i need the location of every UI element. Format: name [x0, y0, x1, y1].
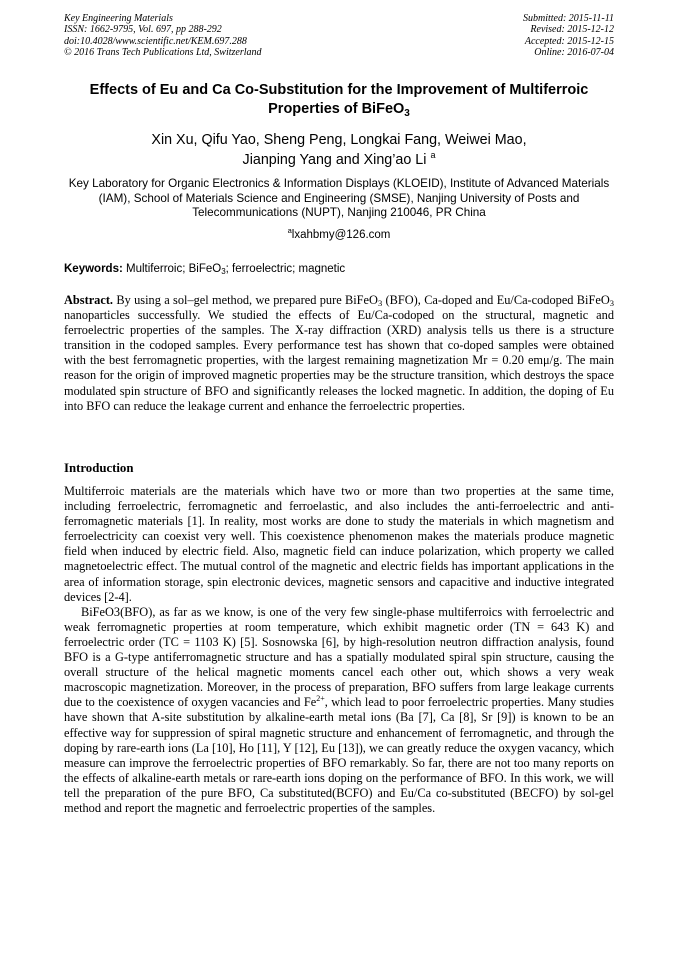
revised-date: Revised: 2015-12-12: [530, 24, 614, 36]
journal-info: [64, 13, 262, 59]
paper-title: [50, 81, 628, 119]
affiliation: Key Laboratory for Organic Electronics & Information Displays (KLOEID), Institute of Advanced Materials (IAM), School of Materials Science and Engineering (SMSE), Nanjing University of Posts and Telecommunications (NUPT), Nanjing 210046, PR China: [68, 177, 610, 220]
online-date: Online: 2016-07-04: [534, 47, 614, 59]
author-list: [50, 131, 628, 170]
abstract-text-3: nanoparticles successfully. We studied the effects of Eu/Ca-codoped on the structural, magnetic and ferroelectric properties of the samples. The X-ray diffraction (XRD) analysis tells us there is a structure transition in the codoped samples. Every performance test has shown that co-doped samples were obtained with the best ferromagnetic properties, with the largest remaining magnetization Mr = 0.20 emμ/g. The main reason for the origin of improved magnetic properties may be the structure transition, which destroys the space modulated spin structure of BFO and significantly releases the locked magnetic. In addition, the doping of Eu into BFO can reduce the leakage current and enhance the ferroelectric properties.: [64, 308, 614, 413]
title-line-1: Effects of Eu and Ca Co-Substitution for the Improvement of Multiferroic: [89, 82, 589, 98]
intro-paragraph-2-text-a: BiFeO3(BFO), as far as we know, is one of the very few single-phase multiferroics with ferroelectric and weak ferromagnetic properties at room temperature, which exhibit magnetic order (TN = 643 K) and ferroelectric order (TC = 1103 K) [5]. Sosnowska [6], by high-resolution neutron diffraction analysis, found BFO is a G-type antiferromagnetic structure and has a spatially modulated spiral spin structure, causing the overall structure of the helical magnetic moments cancel each other out, which shows a very weak macroscopic magnetization. Moreover, in the process of preparation, BFO suffers from large leakage currents due to the coexistence of oxygen vacancies and Fe: [64, 604, 614, 710]
title-subscript: 3: [404, 108, 410, 119]
email-marker: a: [287, 226, 292, 235]
accepted-date: Accepted: 2015-12-15: [524, 35, 614, 47]
author-email: [50, 228, 628, 242]
keywords: [64, 262, 614, 276]
issn-line: ISSN: 1662-9795, Vol. 697, pp 288-292: [64, 24, 222, 36]
abstract: [64, 293, 614, 414]
introduction-body: [64, 484, 614, 816]
intro-paragraph-2: [64, 605, 614, 816]
abstract-text-1: By using a sol–gel method, we prepared pure BiFeO: [113, 293, 378, 307]
dates-info: [523, 13, 614, 59]
title-line-2-text: Properties of BiFeO: [268, 101, 405, 117]
author-marker: a: [430, 149, 436, 160]
doi-line[interactable]: doi:10.4028/www.scientific.net/KEM.697.288: [64, 35, 247, 47]
keywords-text-1: Multiferroic; BiFeO: [122, 263, 222, 275]
keywords-text-2: ; ferroelectric; magnetic: [225, 263, 346, 275]
copyright-line: © 2016 Trans Tech Publications Ltd, Switzerland: [64, 47, 262, 59]
iron-ion-superscript: 2+: [316, 694, 325, 704]
authors-line-2-text: Jianping Yang and Xing’ao Li: [242, 151, 427, 168]
journal-name: Key Engineering Materials: [64, 13, 173, 24]
intro-paragraph-2-text-b: , which lead to poor ferroelectric properties. Many studies have shown that A-site substitution by alkaline-earth metal ions (Ba [7], Ca [8], Sr [9]) is known to be an effective way for suppression of spiral magnetic structure and enhancement of ferromagnetic, and through the doping by rare-earth ions (La [10], Ho [11], Y [12], Eu [13]), we can greatly reduce the oxygen vacancy, which measure can improve the ferroelectric properties of BFO remarkably. So far, there are not too many reports on the effects of alkaline-earth metals or rare-earth ions doping on the performance of BFO. In this work, we will tell the preparation of the pure BFO, Ca substituted(BCFO) and Eu/Ca co-substituted (BECFO) by sol-gel method and report the magnetic and ferroelectric properties of the samples.: [64, 695, 614, 815]
keywords-label: Keywords:: [64, 263, 123, 275]
authors-line-1: Xin Xu, Qifu Yao, Sheng Peng, Longkai Fang, Weiwei Mao,: [151, 132, 527, 148]
abstract-text-2: (BFO), Ca-doped and Eu/Ca-codoped BiFeO: [382, 293, 610, 307]
keywords-subscript: 3: [221, 267, 226, 276]
authors-line-2: [50, 151, 628, 171]
introduction-heading: Introduction: [64, 461, 134, 475]
abstract-subscript-2: 3: [609, 298, 614, 308]
abstract-label: Abstract.: [64, 293, 114, 307]
email-address[interactable]: lxahbmy@126.com: [291, 229, 391, 241]
intro-paragraph-1: Multiferroic materials are the materials which have two or more than two properties at the same time, including ferroelectric, ferromagnetic and ferroelastic, and also includes the anti-ferroelectric and anti-ferromagnetic materials [1]. In reality, most works are done to study the materials in which magnetism and ferroelectricity can coexist very well. This coexistence phenomenon makes the materials produce magnetic field when induced by electric field. Also, magnetic field can induce polarization, which property we called magnetoelectric effect. The mutual control of the magnetic and electric fields has important applications in the area of information storage, spin electronic devices, magnetic sensors and capacitive and inductive integrated devices [2-4].: [64, 484, 614, 604]
abstract-subscript-1: 3: [377, 298, 383, 308]
submitted-date: Submitted: 2015-11-11: [522, 13, 614, 24]
title-line-2: [50, 100, 628, 119]
